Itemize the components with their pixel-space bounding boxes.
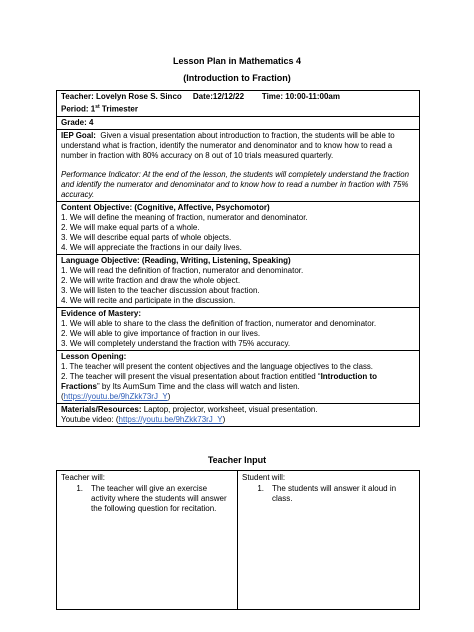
materials-label: Materials/Resources:: [61, 404, 142, 414]
lesson-plan-table: [56, 90, 420, 427]
list-item: 1. We will read the definition of fraction, numerator and denominator.: [61, 265, 304, 275]
list-item: 3. We will listen to the teacher discussion about fraction.: [61, 285, 260, 295]
period-line: [61, 102, 416, 115]
lesson-opening-heading: Lesson Opening:: [61, 351, 127, 361]
teacher-input-title: Teacher Input: [207, 455, 267, 465]
teacher-will-label: Teacher will:: [61, 473, 106, 482]
date-label: Date:12/12/22: [192, 92, 245, 101]
student-will-label: Student will:: [242, 473, 286, 482]
student-item-text: The students will answer it aloud in class.: [272, 484, 397, 503]
video-line: [61, 415, 416, 425]
list-item: 4. We will recite and participate in the discussion.: [61, 295, 236, 305]
evidence-row: [57, 308, 419, 351]
period-sup: st: [95, 104, 100, 110]
content-objective-heading: Content Objective: (Cognitive, Affective, Psychomotor): [61, 202, 270, 212]
link-open-paren: (: [61, 391, 64, 401]
teacher-label: Teacher: Lovelyn Rose S. Sinco: [61, 92, 182, 101]
period-suffix: Trimester: [99, 104, 138, 114]
list-item: 2. We will write fraction and draw the whole object.: [61, 275, 241, 285]
opening-item2-pre: 2. The teacher will present the visual presentation about fraction entitled “: [61, 371, 321, 381]
student-will-cell: [238, 471, 419, 609]
list-item: [61, 372, 416, 392]
list-item: 1. We will able to share to the class the definition of fraction, numerator and denominator.: [61, 318, 377, 328]
list-item: 1. The teacher will present the content objectives and the language objectives to the class.: [61, 361, 373, 371]
list-item: 4. We will appreciate the fractions in our daily lives.: [61, 242, 242, 252]
iep-text: Given a visual presentation about introduction to fraction, the students will be able to understand what is fraction, identify the numerator and denominator and to know how to read a number in fraction with 80% accuracy on 8 out of 10 trials measured quarterly.: [61, 130, 395, 160]
video-link[interactable]: https://youtu.be/9hZkk73rJ_Y: [118, 414, 223, 424]
item-number: 1.: [76, 484, 83, 493]
video-label: Youtube video: (: [61, 414, 119, 424]
performance-indicator: Performance Indicator: At the end of the lesson, the students will completely understand the fraction and identify the numerator and denominator and to know how to read a number in fraction with 75% accuracy.: [61, 169, 409, 199]
teacher-item-text: The teacher will give an exercise activity where the students will answer the following question for recitation.: [91, 484, 227, 513]
content-objective-row: [57, 202, 419, 255]
list-item: [242, 484, 415, 504]
teacher-input-table: [56, 470, 420, 610]
document-title: Lesson Plan in Mathematics 4: [172, 56, 302, 66]
video-title: Introduction to Fractions: [61, 371, 377, 391]
list-item: 3. We will completely understand the fraction with 75% accuracy.: [61, 338, 291, 348]
list-item: [61, 484, 233, 514]
period-prefix: Period: 1: [61, 104, 96, 114]
evidence-heading: Evidence of Mastery:: [61, 308, 142, 318]
youtube-link[interactable]: https://youtu.be/9hZkk73rJ_Y: [63, 391, 168, 401]
list-item: 2. We will make equal parts of a whole.: [61, 222, 200, 232]
list-item: 1. We will define the meaning of fraction, numerator and denominator.: [61, 212, 308, 222]
list-item: 2. We will able to give importance of fraction in our lives.: [61, 328, 261, 338]
grade-row: Grade: 4: [57, 117, 419, 130]
materials-line: [61, 405, 416, 415]
language-objective-row: [57, 255, 419, 308]
header-row: [57, 91, 419, 117]
iep-row: [57, 130, 419, 202]
link-close-paren: ): [167, 391, 171, 401]
teacher-will-cell: [57, 471, 238, 609]
document-subtitle: (Introduction to Fraction): [183, 73, 291, 83]
item-number: 1.: [257, 484, 264, 493]
language-objective-heading: Language Objective: (Reading, Writing, Listening, Speaking): [61, 255, 291, 265]
materials-row: [57, 404, 419, 426]
iep-label: IEP Goal:: [61, 130, 96, 140]
teacher-date-time-line: [61, 92, 416, 102]
opening-link-line: [61, 392, 416, 402]
iep-goal: [61, 131, 416, 161]
video-close-paren: ): [222, 414, 226, 424]
list-item: 3. We will describe equal parts of whole objects.: [61, 232, 232, 242]
time-label: Time: 10:00-11:00am: [261, 92, 340, 101]
lesson-opening-row: [57, 351, 419, 404]
materials-text: Laptop, projector, worksheet, visual presentation.: [141, 404, 318, 414]
opening-item2-post: ” by Its AumSum Time and the class will watch and listen.: [97, 381, 300, 391]
